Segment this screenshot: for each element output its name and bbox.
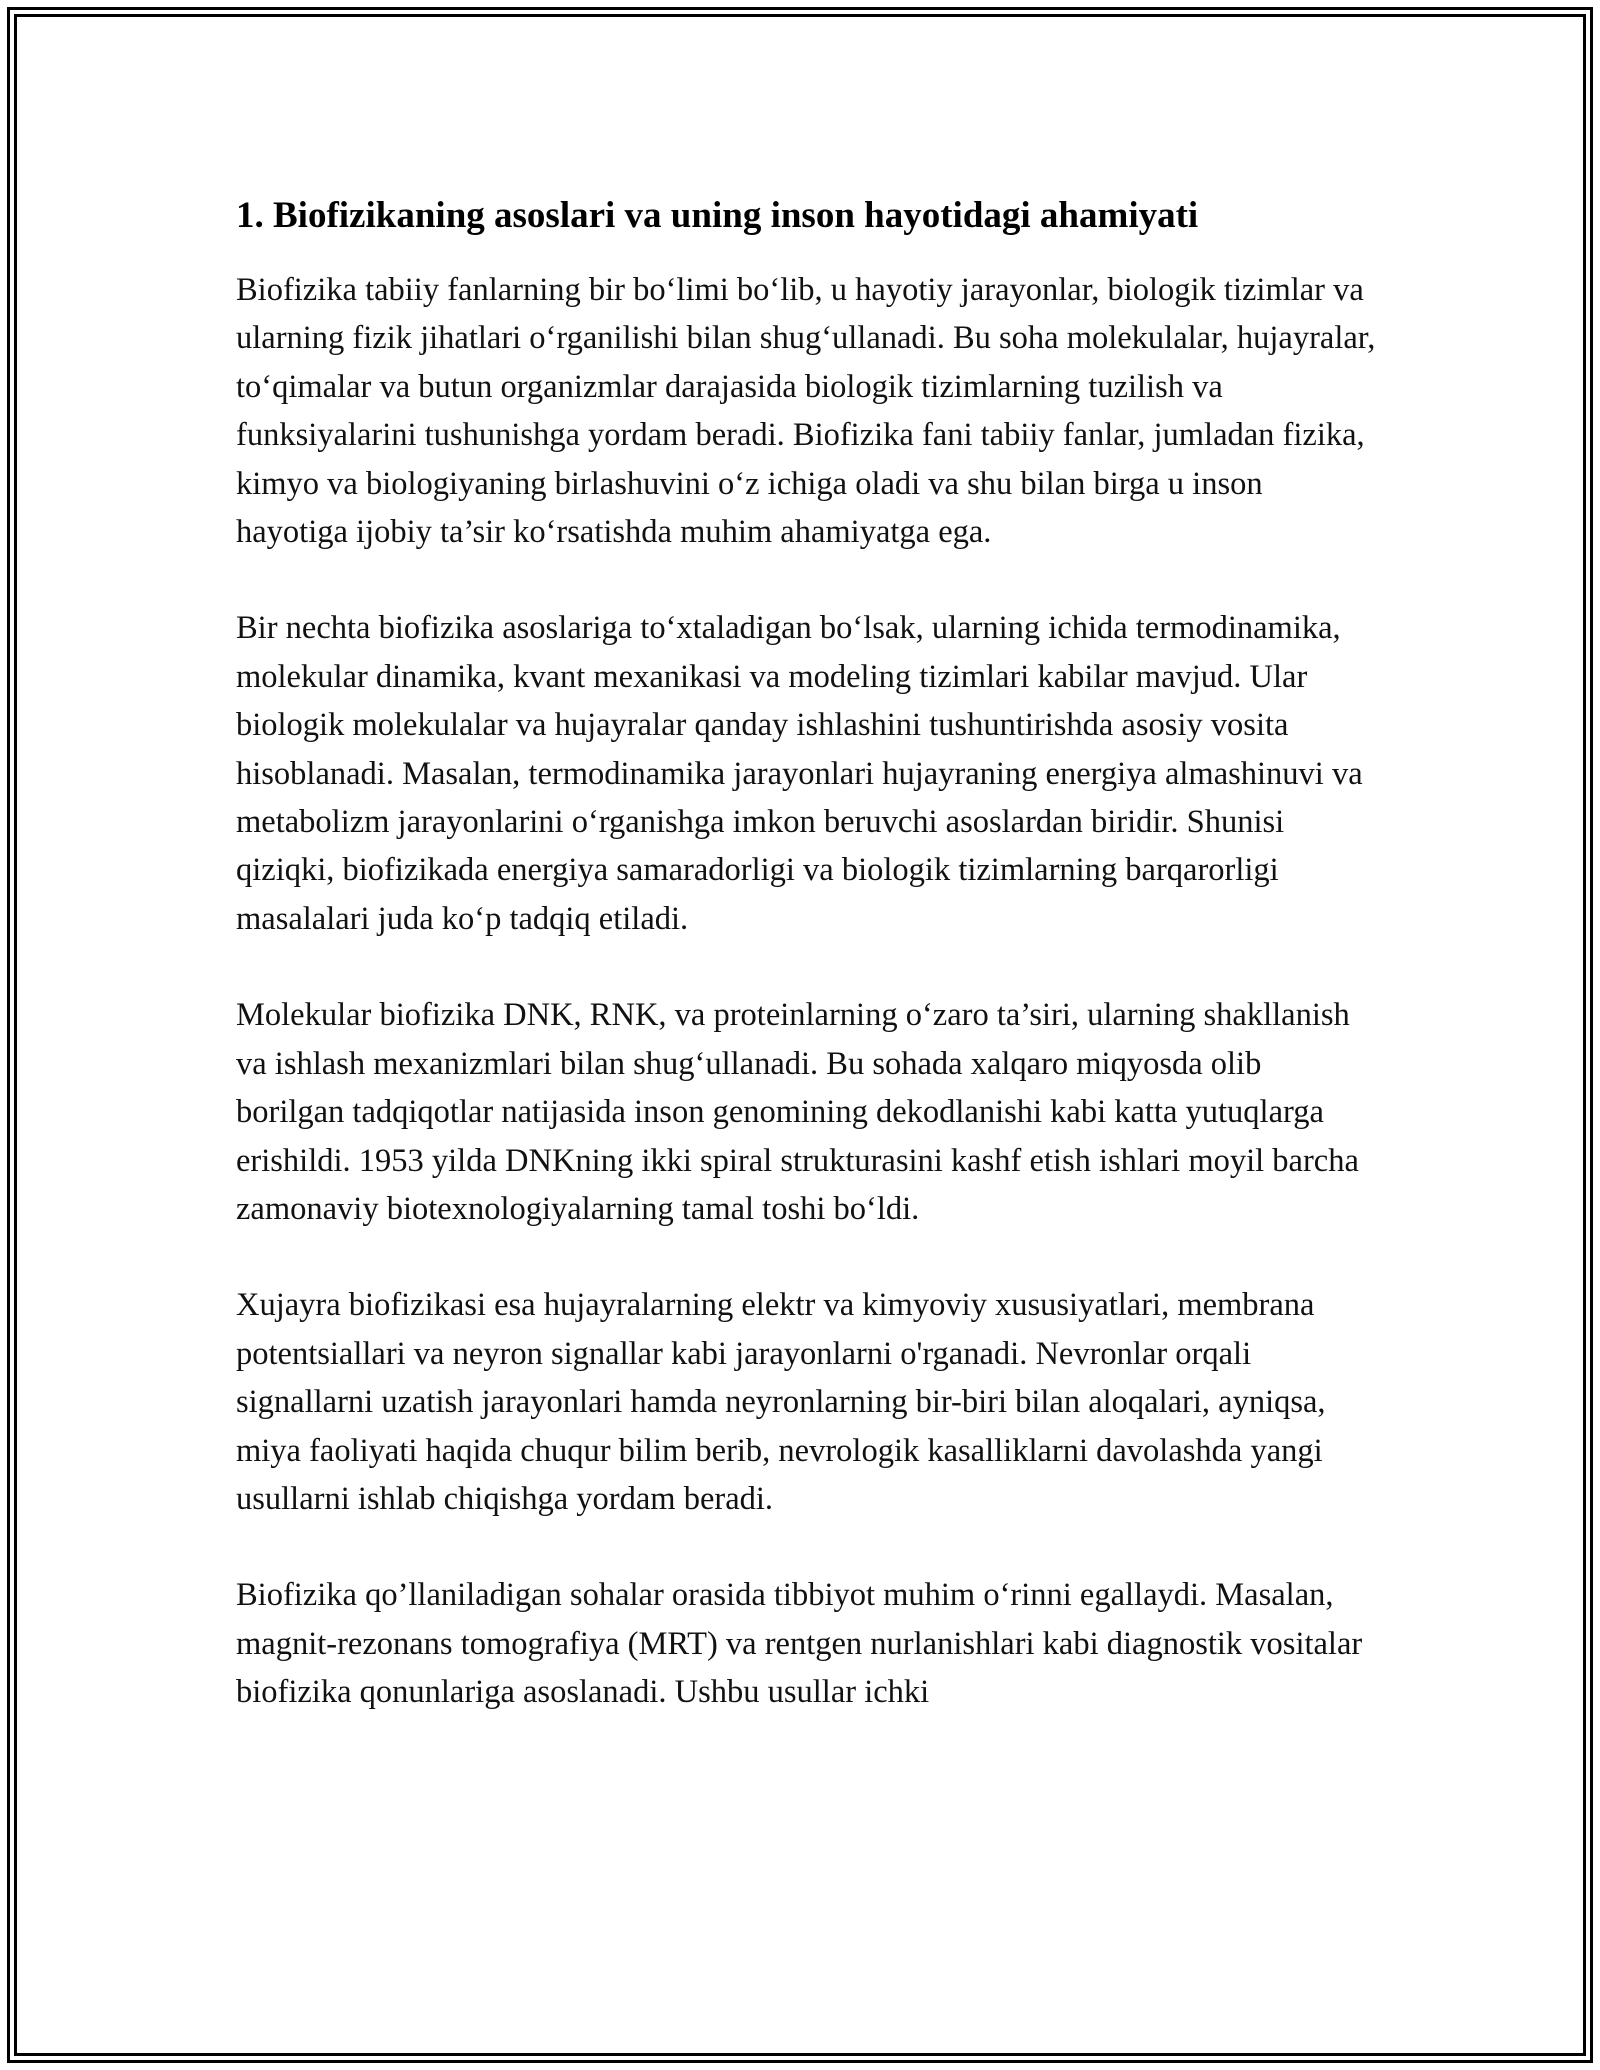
paragraph-cell-biophysics: Xujayra biofizikasi esa hujayralarning elektr va kimyoviy xususiyatlari, membrana potentsiallari va neyron signallar kabi jarayonlarni o'rganadi. Nevronlar orqali signallarni uzatish jarayonlari hamda neyronlarning bir-biri bilan aloqalari, ayniqsa, miya faoliyati haqida chuqur bilim berib, nevrologik kasalliklarni davolashda yangi usullarni ishlab chiqishga yordam beradi. <box>236 1287 1326 1517</box>
paragraph-medicine: Biofizika qo’llaniladigan sohalar orasida tibbiyot muhim o‘rinni egallaydi. Masalan, magnit-rezonans tomografiya (MRT) va rentgen nurlanishlari kabi diagnostik vositalar biofizika qonunlariga asoslanadi. Ushbu usullar ichki <box>236 1577 1363 1711</box>
paragraph-molecular-biophysics: Molekular biofizika DNK, RNK, va proteinlarning o‘zaro ta’siri, ularning shakllanish va ishlash mexanizmlari bilan shug‘ullanadi. Bu sohada xalqaro miqyosda olib borilgan tadqiqotlar natijasida inson genomining dekodlanishi kabi katta yutuqlarga erishildi. 1953 yilda DNKning ikki spiral strukturasini kashf etish ishlari moyil barcha zamonaviy biotexnologiyalarning tamal toshi bo‘ldi. <box>236 997 1359 1227</box>
paragraph-intro: Biofizika tabiiy fanlarning bir bo‘limi bo‘lib, u hayotiy jarayonlar, biologik tizimlar va ularning fizik jihatlari o‘rganilishi bilan shug‘ullanadi. Bu soha molekulalar, hujayralar, to‘qimalar va butun organizmlar darajasida biologik tizimlarning tuzilish va funksiyalarini tushunishga yordam beradi. Biofizika fani tabiiy fanlar, jumladan fizika, kimyo va biologiyaning birlashuvini o‘z ichiga oladi va shu bilan birga u inson hayotiga ijobiy ta’sir ko‘rsatishda muhim ahamiyatga ega. <box>236 272 1376 551</box>
paragraph-foundations: Bir nechta biofizika asoslariga to‘xtaladigan bo‘lsak, ularning ichida termodinamika, molekular dinamika, kvant mexanikasi va modeling tizimlari kabilar mavjud. Ular biologik molekulalar va hujayralar qanday ishlashini tushuntirishda asosiy vosita hisoblanadi. Masalan, termodinamika jarayonlari hujayraning energiya almashinuvi va metabolizm jarayonlarini o‘rganishga imkon beruvchi asoslardan biridir. Shunisi qiziqki, biofizikada energiya samaradorligi va biologik tizimlarning barqarorligi masalalari juda ko‘p tadqiq etiladi. <box>236 610 1363 937</box>
document-title: 1. Biofizikaning asoslari va uning inson hayotidagi ahamiyati <box>236 195 1199 236</box>
document-body <box>236 188 1376 1717</box>
